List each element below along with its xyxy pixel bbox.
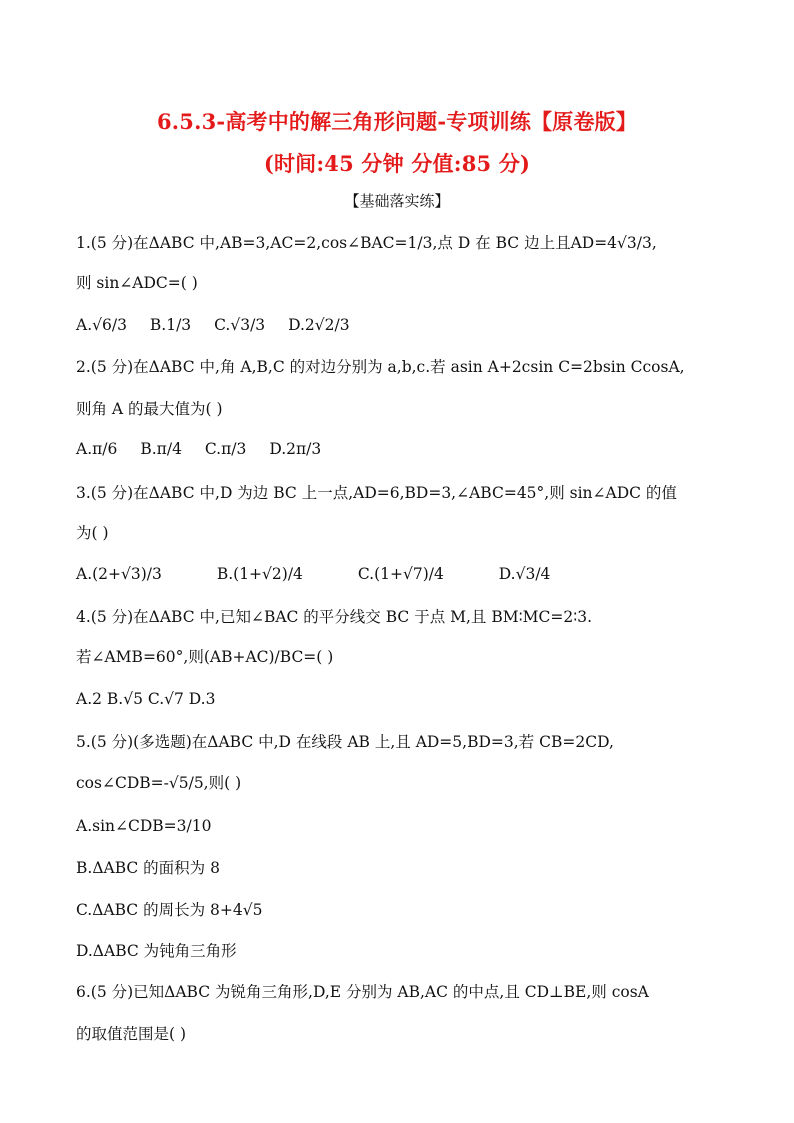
question-1-line-2: 则 sin∠ADC=( ) — [76, 274, 198, 292]
question-5-option-c: C.ΔABC 的周长为 8+4√5 — [76, 901, 263, 919]
option-c: C.√3/3 — [214, 316, 266, 334]
option-c: C.(1+√7)/4 — [357, 565, 444, 583]
option-b: B.(1+√2)/4 — [216, 565, 303, 583]
question-2-line-2: 则角 A 的最大值为( ) — [76, 400, 223, 418]
option-a: A.(2+√3)/3 — [76, 565, 162, 583]
question-4-line-1: 4.(5 分)在ΔABC 中,已知∠BAC 的平分线交 BC 于点 M,且 BM∶MC=2∶3. — [76, 608, 593, 626]
question-6-line-1: 6.(5 分)已知ΔABC 为锐角三角形,D,E 分别为 AB,AC 的中点,且 CD⊥BE,则 cosA — [76, 983, 649, 1001]
option-b: B.1/3 — [149, 316, 192, 334]
question-5-line-2: cos∠CDB=-√5/5,则( ) — [76, 774, 242, 792]
question-3-line-1: 3.(5 分)在ΔABC 中,D 为边 BC 上一点,AD=6,BD=3,∠ABC=45°,则 sin∠ADC 的值 — [76, 484, 677, 502]
question-1-line-1: 1.(5 分)在ΔABC 中,AB=3,AC=2,cos∠BAC=1/3,点 D 在 BC 边上且AD=4√3/3, — [76, 234, 657, 252]
option-c: C.π/3 — [204, 440, 247, 458]
time-score-info: (时间:45 分钟 分值:85 分) — [263, 151, 531, 176]
question-5-option-a: A.sin∠CDB=3/10 — [76, 817, 212, 835]
question-5-option-b: B.ΔABC 的面积为 8 — [76, 859, 220, 877]
section-heading: 【基础落实练】 — [344, 192, 450, 210]
question-2-line-1: 2.(5 分)在ΔABC 中,角 A,B,C 的对边分别为 a,b,c.若 asin A+2csin C=2bsin CcosA, — [76, 358, 685, 376]
question-4-options: A.2 B.√5 C.√7 D.3 — [76, 690, 216, 708]
option-d: D.2√2/3 — [288, 316, 350, 334]
question-5-line-1: 5.(5 分)(多选题)在ΔABC 中,D 在线段 AB 上,且 AD=5,BD=3,若 CB=2CD, — [76, 733, 614, 751]
question-6-line-2: 的取值范围是( ) — [76, 1025, 187, 1043]
question-4-line-2: 若∠AMB=60°,则(AB+AC)/BC=( ) — [76, 648, 334, 666]
question-5-option-d: D.ΔABC 为钝角三角形 — [76, 942, 237, 960]
option-d: D.√3/4 — [498, 565, 551, 583]
question-3-options — [76, 563, 568, 585]
question-2-options — [76, 438, 339, 460]
page-title: 6.5.3-高考中的解三角形问题-专项训练【原卷版】 — [156, 109, 638, 134]
question-1-options — [76, 314, 368, 336]
option-d: D.2π/3 — [269, 440, 322, 458]
option-a: A.√6/3 — [76, 316, 127, 334]
option-b: B.π/4 — [140, 440, 182, 458]
option-a: A.π/6 — [76, 440, 118, 458]
question-3-line-2: 为( ) — [76, 524, 109, 542]
